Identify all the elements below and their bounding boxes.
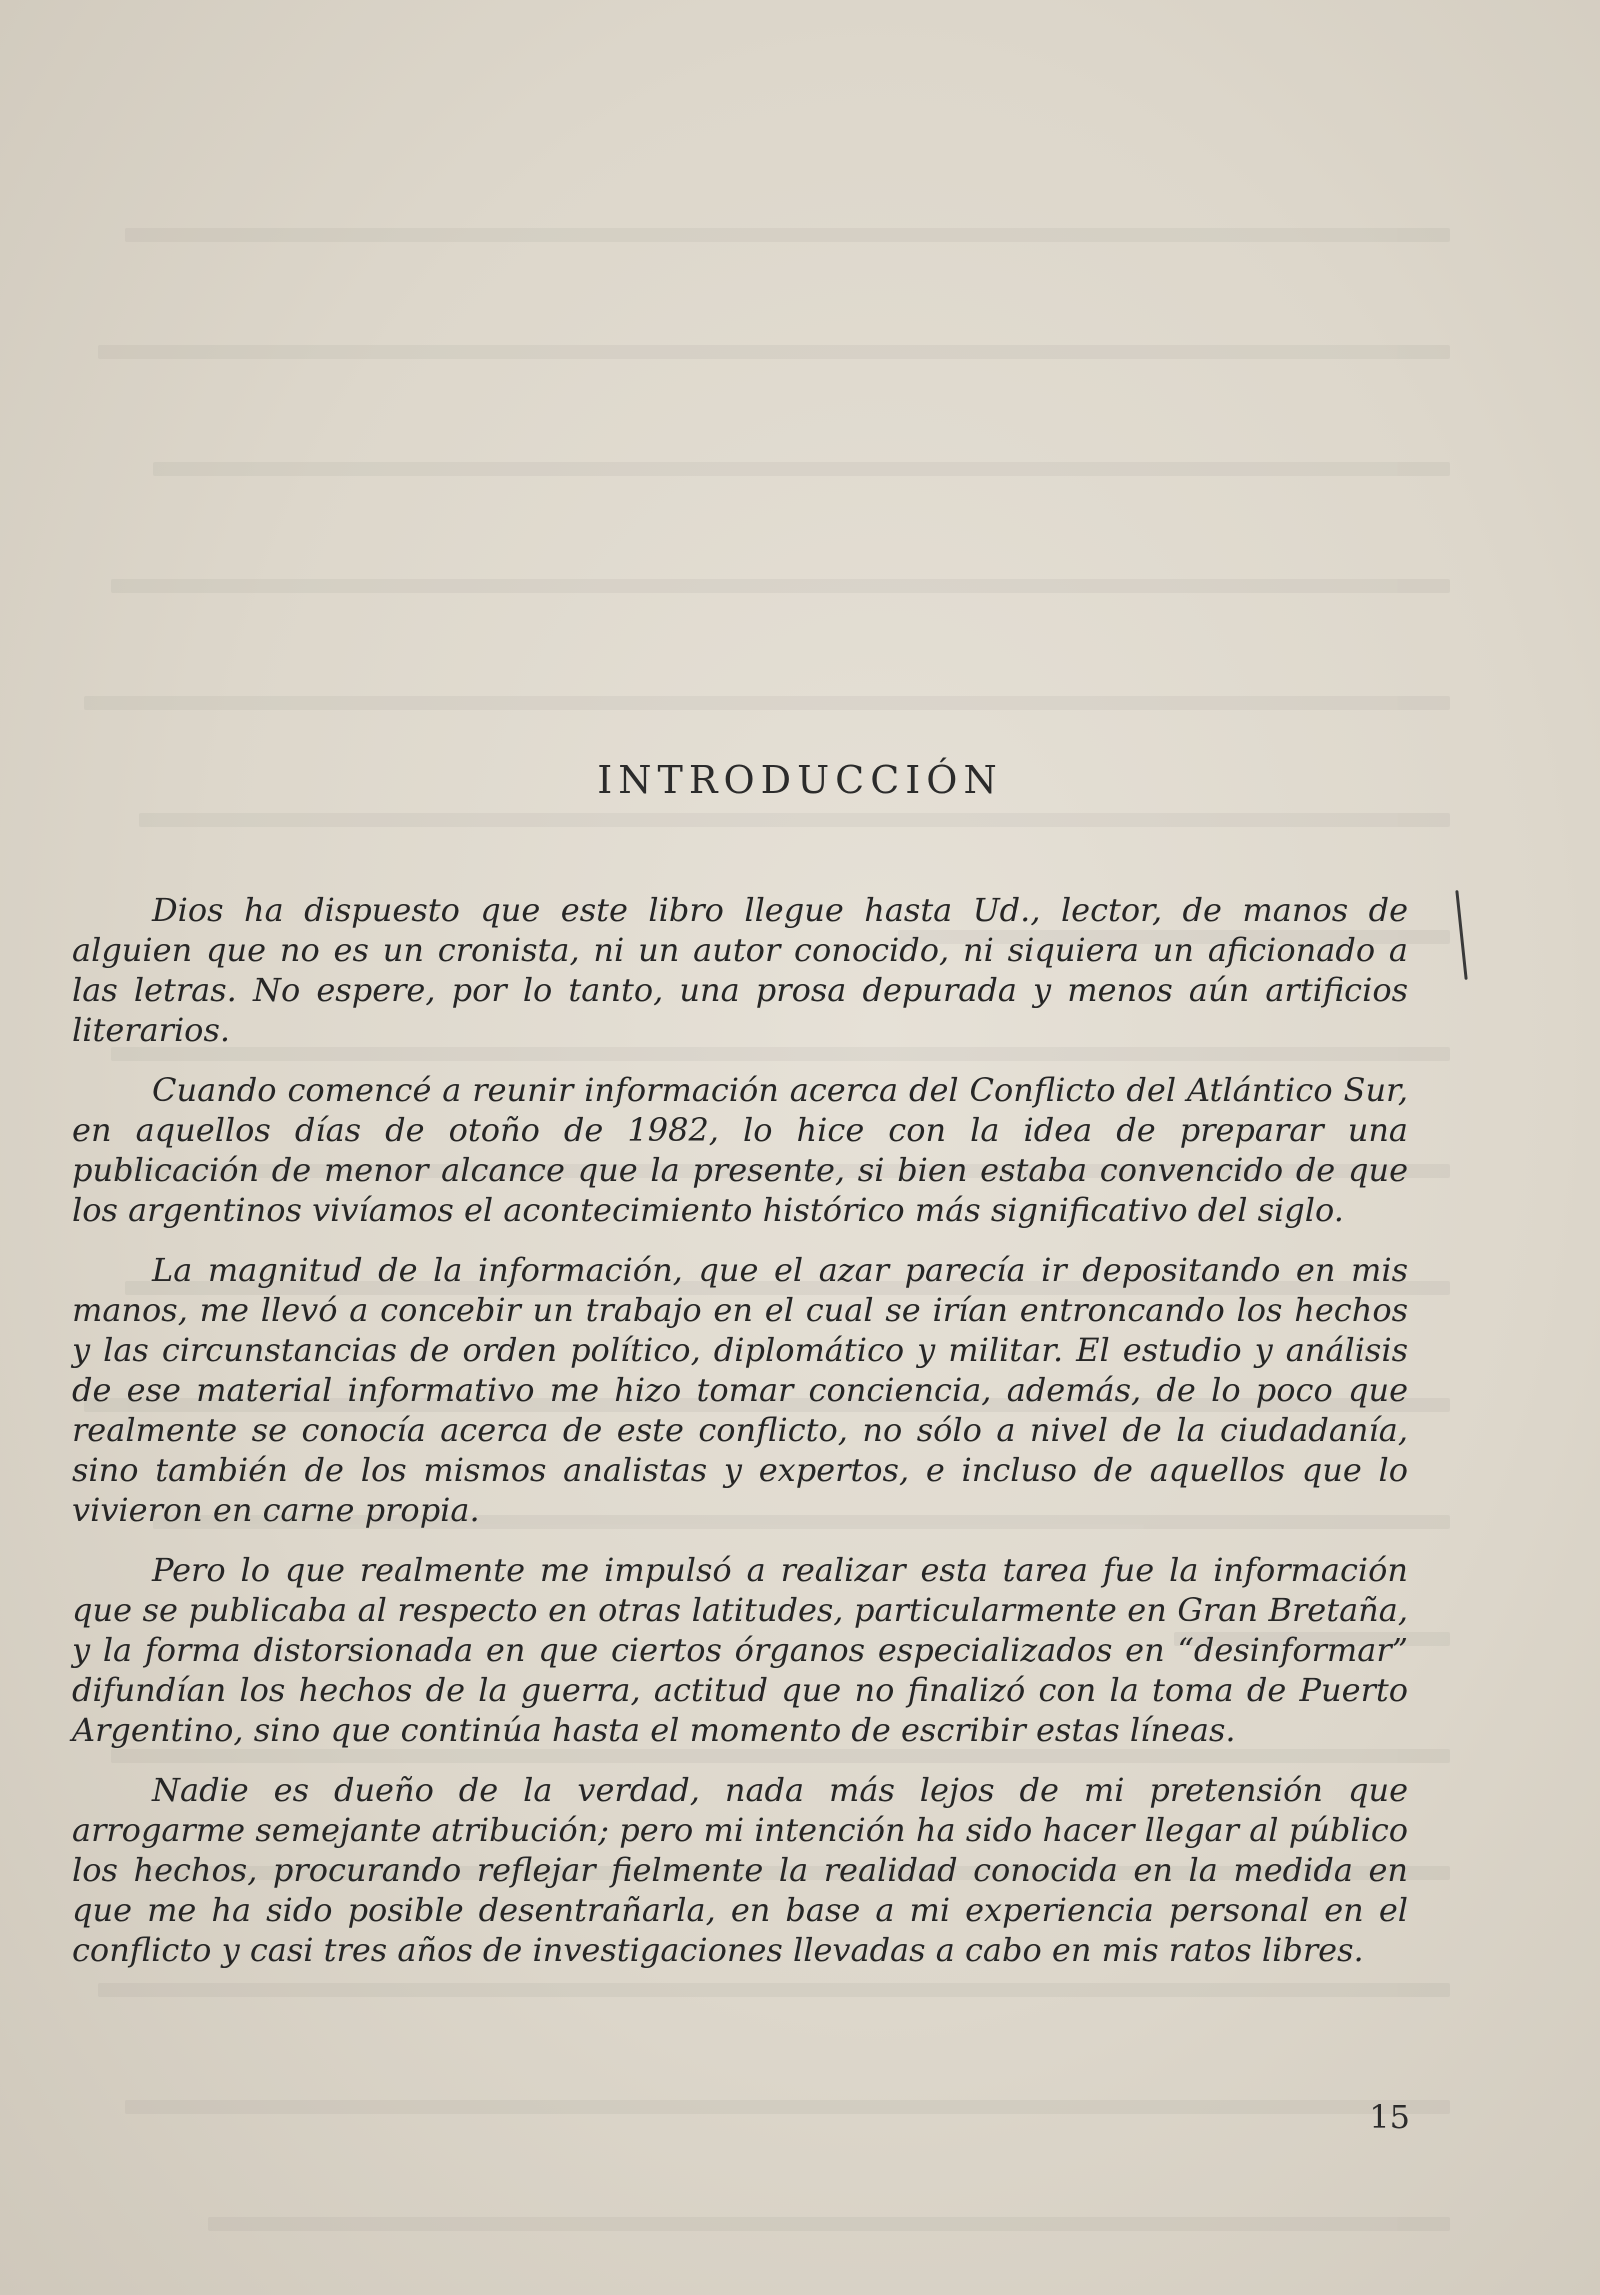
page-number: 15 [1369, 2098, 1410, 2136]
body-text [72, 890, 1408, 1990]
paragraph: Dios ha dispuesto que este libro llegue hasta Ud., lector, de manos de alguien que no es un cronista, ni un autor conocido, ni siquiera un aficionado a las letras. No espere, por lo tanto, una prosa depurada y menos aún artificios literarios. [72, 891, 1408, 1049]
paragraph: Nadie es dueño de la verdad, nada más lejos de mi pretensión que arrogarme semejante atribución; pero mi intención ha sido hacer llegar al público los hechos, procurando reflejar fielmente la realidad conocida en la medida en que me ha sido posible desentrañarla, en base a mi experiencia personal en el conflicto y casi tres años de investigaciones llevadas a cabo en mis ratos libres. [72, 1771, 1408, 1969]
paragraph: Pero lo que realmente me impulsó a realizar esta tarea fue la información que se publicaba al respecto en otras latitudes, particularmente en Gran Bretaña, y la forma distorsionada en que ciertos órganos especializados en “desinformar” difundían los hechos de la guerra, actitud que no finalizó con la toma de Puerto Argentino, sino que continúa hasta el momento de escribir estas líneas. [72, 1551, 1408, 1749]
margin-pen-mark [1455, 890, 1467, 980]
paragraph: La magnitud de la información, que el azar parecía ir depositando en mis manos, me llevó a concebir un trabajo en el cual se irían entroncando los hechos y las circunstancias de orden político, diplomático y militar. El estudio y análisis de ese material informativo me hizo tomar conciencia, además, de lo poco que realmente se conocía acerca de este conflicto, no sólo a nivel de la ciudadanía, sino también de los mismos analistas y expertos, e incluso de aquellos que lo vivieron en carne propia. [72, 1251, 1408, 1529]
chapter-title: INTRODUCCIÓN [597, 758, 1003, 802]
paragraph: Cuando comencé a reunir información acerca del Conflicto del Atlántico Sur, en aquellos días de otoño de 1982, lo hice con la idea de preparar una publicación de menor alcance que la presente, si bien estaba convencido de que los argentinos vivíamos el acontecimiento histórico más significativo del siglo. [72, 1071, 1408, 1229]
